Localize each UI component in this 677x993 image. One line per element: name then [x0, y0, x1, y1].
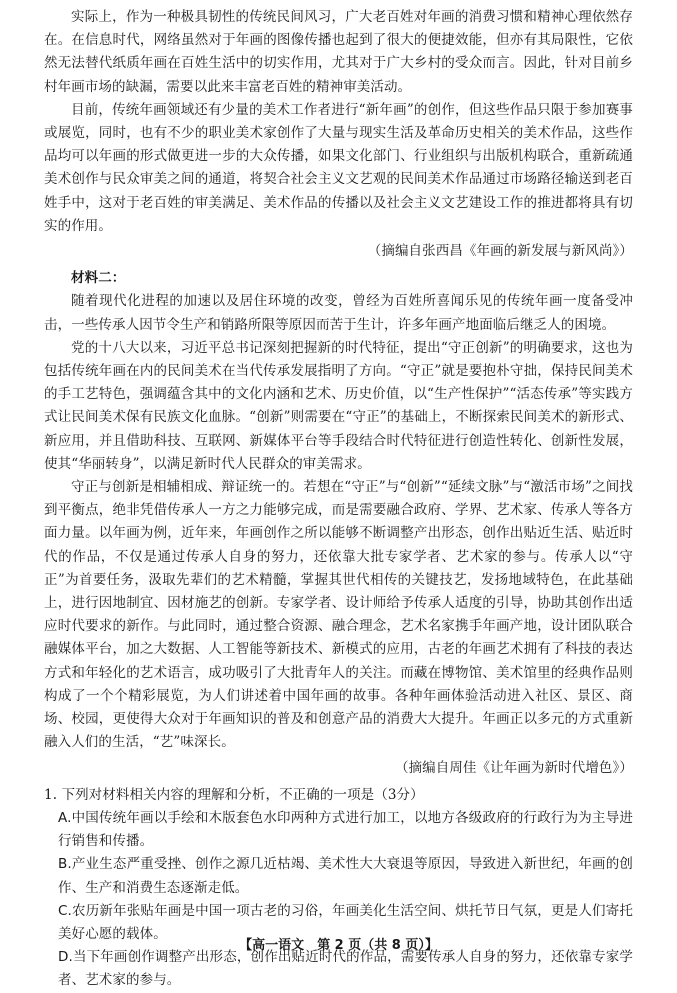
page-footer: 【高一语文 第 2 页（共 8 页）】: [239, 938, 438, 953]
passage2-source: （摘编自周佳《让年画为新时代增色》）: [394, 759, 633, 776]
option-a: [44, 807, 633, 853]
option-c-text: 农历新年张贴年画是中国一项古老的习俗，年画美化生活空间、烘托节日气氛，更是人们寄托美好心愿的载体。: [58, 902, 633, 942]
option-a-text: 中国传统年画以手绘和木版套色水印两种方式进行加工，以地方各级政府的行政行为为主导进行销售和传播。: [58, 809, 633, 850]
option-b-label: B.: [58, 856, 72, 873]
passage1-paragraph-1: 实际上，作为一种极具韧性的传统民间风习，广大老百姓对年画的消费习惯和精神心理依然存在。在信息时代，网络虽然对于年画的图像传播也起到了很大的便捷效能，但亦有其局限性，它依然无法替代纸质年画在百姓生活中的切实作用，尤其对于广大乡村的受众而言。因此，针对目前乡村年画市场的缺漏，需要以此来丰富老百姓的精神审美活动。: [44, 9, 633, 95]
option-c-label: C.: [58, 902, 72, 919]
option-a-label: A.: [58, 809, 72, 826]
option-d-label: D.: [58, 949, 73, 966]
passage2-heading: 材料二：: [71, 270, 126, 287]
option-d-text: 当下年画创作调整产出形态，创作出贴近时代的作品，需要传承人自身的努力，还依靠专家学者、艺术家的参与。: [58, 949, 633, 989]
passage2-paragraph-2: 党的十八大以来，习近平总书记深刻把握新的时代特征，提出“守正创新”的明确要求，这也为包括传统年画在内的民间美术在当代传承发展指明了方向。“守正”就是要抱朴守拙，保持民间美术的手工艺特色，强调蕴含其中的文化内涵和艺术、历史价值，以“生产性保护”“活态传承”等实践方式让民间美术保有民族文化血脉。“创新”则需要在“守正”的基础上，不断探索民间美术的新形式、新应用，并且借助科技、互联网、新媒体平台等手段结合时代特征进行创造性转化、创新性发展，使其“华丽转身”，以满足新时代人民群众的审美需求。: [44, 339, 633, 472]
option-d: [44, 946, 633, 992]
passage1-source: （摘编自张西昌《年画的新发展与新风尚》）: [367, 243, 633, 260]
passage1-paragraph-2: 目前，传统年画领域还有少量的美术工作者进行“新年画”的创作，但这些作品只限于参加赛事或展览，同时，也有不少的职业美术家创作了大量与现实生活及革命历史相关的美术作品，这些作品均可以年画的形式做更进一步的大众传播，如果文化部门、行业组织与出版机构联合，重新疏通美术创作与民众审美之间的通道，将契合社会主义文艺观的民间美术作品通过市场路径输送到老百姓手中，这对于老百姓的审美满足、美术作品的传播以及社会主义文艺建设工作的推进都将具有切实的作用。: [44, 101, 633, 234]
option-b: [44, 853, 633, 899]
question-stem: 1. 下列对材料相关内容的理解和分析，不正确的一项是（3分）: [44, 786, 424, 803]
option-b-text: 产业生态严重受挫、创作之源几近枯竭、美术性大大衰退等原因，导致进入新世纪，年画的创作、生产和消费生态逐渐走低。: [58, 856, 633, 896]
passage2-paragraph-1: 随着现代化进程的加速以及居住环境的改变，曾经为百姓所喜闻乐见的传统年画一度备受冲击，一些传承人因节令生产和销路所限等原因而苦于生计，许多年画产地面临后继乏人的困境。: [44, 293, 633, 333]
passage2-paragraph-3: 守正与创新是相辅相成、辩证统一的。若想在“守正”与“创新”“延续文脉”与“激活市场”之间找到平衡点，绝非凭借传承人一方之力能够完成，而是需要融合政府、学界、艺术家、传承人等各方面力量。以年画为例，近年来，年画创作之所以能够不断调整产出形态，创作出贴近生活、贴近时代的作品，不仅是通过传承人自身的努力，还依靠大批专家学者、艺术家的参与。传承人以“守正”为首要任务，汲取先辈们的艺术精髓，掌握其世代相传的关键技艺，发扬地域特色，在此基础上，进行因地制宜、因材施艺的创新。专家学者、设计师给予传承人适度的引导，协助其创作出适应时代要求的新作。与此同时，通过整合资源、融合理念，艺术名家携手年画产地，设计团队联合融媒体平台，加之大数据、人工智能等新技术、新模式的应用，古老的年画艺术拥有了科技的表达方式和年轻化的艺术语言，成功吸引了大批青年人的关注。而藏在博物馆、美术馆里的经典作品则构成了一个个精彩展览，为人们讲述着中国年画的故事。各种年画体验活动进入社区、景区、商场、校园，更使得大众对于年画知识的普及和创意产品的消费大大提升。年画正以多元的方式重新融入人们的生活，“艺”味深长。: [44, 479, 633, 751]
